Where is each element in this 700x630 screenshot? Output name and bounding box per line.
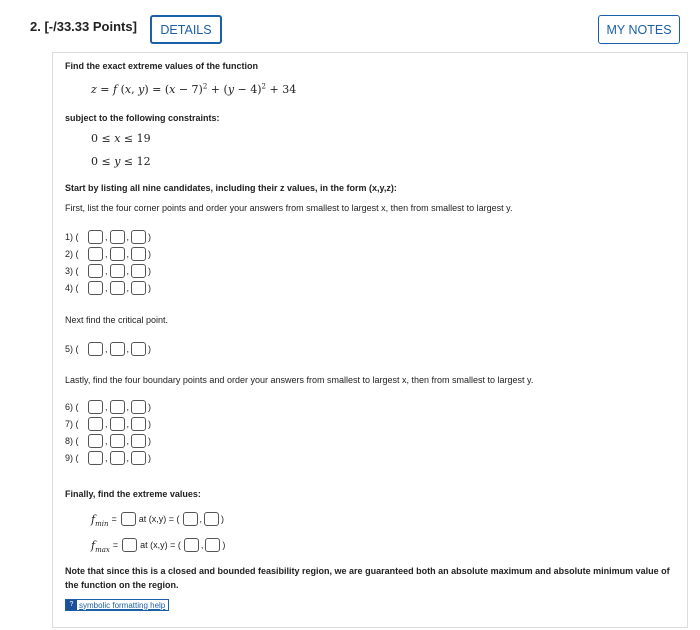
row-label: 1) ( xyxy=(65,232,79,242)
row-label: 3) ( xyxy=(65,266,79,276)
y-input[interactable] xyxy=(110,417,125,431)
y-input[interactable] xyxy=(110,247,125,261)
x-input[interactable] xyxy=(88,434,103,448)
fmax-y-input[interactable] xyxy=(205,538,220,552)
x-input[interactable] xyxy=(88,264,103,278)
constraint-y: 0 ≤ y ≤ 12 xyxy=(91,155,151,168)
x-input[interactable] xyxy=(88,230,103,244)
fmin-y-input[interactable] xyxy=(204,512,219,526)
row-label: 9) ( xyxy=(65,453,79,463)
row-label: 7) ( xyxy=(65,419,79,429)
details-button[interactable]: DETAILS xyxy=(150,15,222,44)
y-input[interactable] xyxy=(110,230,125,244)
corner-instruction: First, list the four corner points and order your answers from smallest to largest x, then from smallest to largest y. xyxy=(65,203,513,213)
function-formula: z = f (x, $y) = (x - 7)^2 + (y - 4)^2 + 34$ xyxy=(91,82,297,96)
candidates-instruction: Start by listing all nine candidates, including their z values, in the form (x,y,z): xyxy=(65,183,397,193)
x-input[interactable] xyxy=(88,417,103,431)
fmax-x-input[interactable] xyxy=(184,538,199,552)
question-panel xyxy=(52,52,688,628)
candidate-row-9: 9) ( , , ) xyxy=(65,453,152,463)
z-input[interactable] xyxy=(131,264,146,278)
z-input[interactable] xyxy=(131,434,146,448)
y-input[interactable] xyxy=(110,342,125,356)
fmax-row: $f_{max}$ = at (x,y) = ( , ) xyxy=(91,538,226,554)
x-input[interactable] xyxy=(88,451,103,465)
fmax-input[interactable] xyxy=(122,538,137,552)
candidate-row-6: 6) ( , , ) xyxy=(65,402,152,412)
row-label: 6) ( xyxy=(65,402,79,412)
row-label: 8) ( xyxy=(65,436,79,446)
y-input[interactable] xyxy=(110,281,125,295)
z-input[interactable] xyxy=(131,247,146,261)
x-input[interactable] xyxy=(88,342,103,356)
candidate-row-5: 5) ( , , ) xyxy=(65,344,152,354)
at-label: at (x,y) = ( xyxy=(138,514,180,524)
y-input[interactable] xyxy=(110,451,125,465)
row-label: 4) ( xyxy=(65,283,79,293)
region-note: Note that since this is a closed and bounded feasibility region, we are guaranteed both an absolute maximum and absolute minimum value of the function on the region. xyxy=(65,566,670,590)
candidate-row-1: 1) ( , , ) xyxy=(65,232,152,242)
fmin-row: $f_{min}$ = at (x,y) = ( , ) xyxy=(91,512,225,528)
help-icon: ? xyxy=(66,600,77,610)
x-input[interactable] xyxy=(88,281,103,295)
problem-intro: Find the exact extreme values of the function xyxy=(65,61,259,71)
z-input[interactable] xyxy=(131,230,146,244)
question-title: 2. [-/33.33 Points] xyxy=(30,19,137,34)
candidate-row-3: 3) ( , , ) xyxy=(65,266,152,276)
question-header xyxy=(0,0,700,56)
x-input[interactable] xyxy=(88,247,103,261)
z-input[interactable] xyxy=(131,400,146,414)
row-label: 5) ( xyxy=(65,344,79,354)
row-label: 2) ( xyxy=(65,249,79,259)
y-input[interactable] xyxy=(110,434,125,448)
z-input[interactable] xyxy=(131,451,146,465)
fmax-label: $f_{max}$ xyxy=(91,538,110,554)
y-input[interactable] xyxy=(110,400,125,414)
constraints-label: subject to the following constraints: xyxy=(65,113,220,123)
candidate-row-7: 7) ( , , ) xyxy=(65,419,152,429)
constraint-x: 0 ≤ x ≤ 19 xyxy=(91,132,151,145)
z-input[interactable] xyxy=(131,281,146,295)
my-notes-button[interactable]: MY NOTES xyxy=(598,15,680,44)
z-input[interactable] xyxy=(131,342,146,356)
fmin-label: $f_{min}$ xyxy=(91,512,109,528)
critical-instruction: Next find the critical point. xyxy=(65,315,169,325)
fmin-x-input[interactable] xyxy=(183,512,198,526)
candidate-row-4: 4) ( , , ) xyxy=(65,283,152,293)
symbolic-formatting-help-link[interactable]: ? symbolic formatting help xyxy=(65,599,169,611)
x-input[interactable] xyxy=(88,400,103,414)
candidate-row-2: 2) ( , , ) xyxy=(65,249,152,259)
extreme-label: Finally, find the extreme values: xyxy=(65,489,201,499)
boundary-instruction: Lastly, find the four boundary points and order your answers from smallest to largest x, then from smallest to largest y. xyxy=(65,375,534,385)
at-label: at (x,y) = ( xyxy=(140,540,181,550)
y-input[interactable] xyxy=(110,264,125,278)
z-input[interactable] xyxy=(131,417,146,431)
fmin-input[interactable] xyxy=(121,512,136,526)
candidate-row-8: 8) ( , , ) xyxy=(65,436,152,446)
